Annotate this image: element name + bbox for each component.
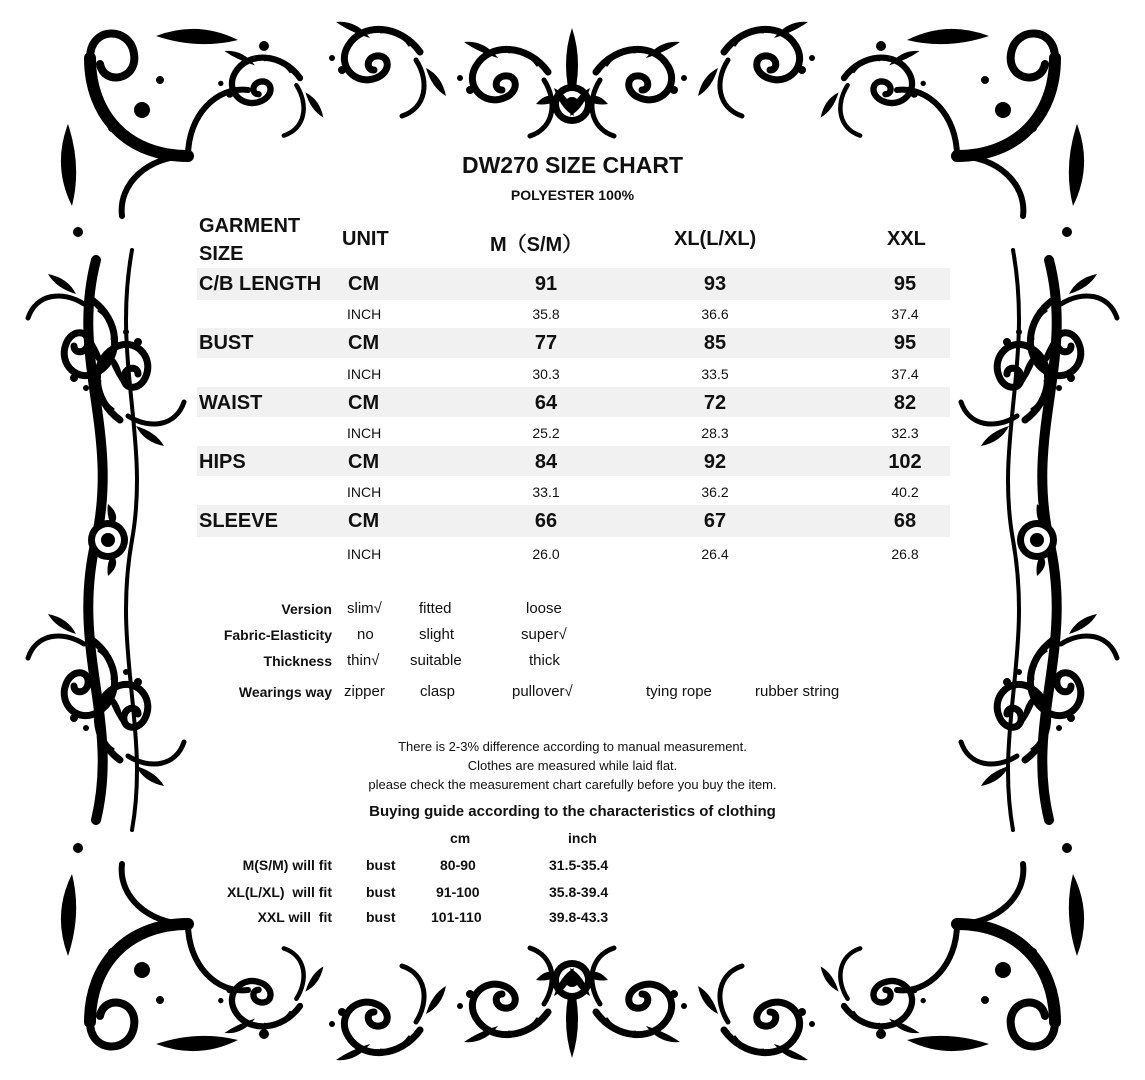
attr-option: thin√ xyxy=(347,652,380,669)
attr-option: thick xyxy=(529,652,560,669)
guide-cm: 101-110 xyxy=(431,909,482,925)
cell-cm-xxl: 102 xyxy=(888,451,922,473)
unit-inch: INCH xyxy=(347,366,382,382)
row-label-bust: BUST xyxy=(199,332,254,354)
cell-cm-xl: 93 xyxy=(703,273,727,295)
guide-inch: 31.5-35.4 xyxy=(549,857,609,873)
buying-guide-title: Buying guide according to the characteristics of clothing xyxy=(369,803,776,820)
row-label-cb-length: C/B LENGTH xyxy=(199,273,322,295)
header-size-xl: XL(L/XL) xyxy=(674,228,757,250)
cell-cm-m: 66 xyxy=(534,510,558,532)
cell-cm-m: 64 xyxy=(534,392,558,414)
header-size-m: M（S/M） xyxy=(490,234,583,256)
cell-inch-m: 30.3 xyxy=(532,366,560,382)
header-garment-size: GARMENT SIZE xyxy=(199,215,301,265)
attr-option: no xyxy=(357,626,374,643)
cell-inch-xxl: 26.8 xyxy=(891,546,919,562)
guide-size: XXL will fit xyxy=(257,909,332,925)
cell-inch-xl: 28.3 xyxy=(701,425,729,441)
cell-inch-m: 25.2 xyxy=(532,425,560,441)
cell-cm-xxl: 82 xyxy=(893,392,917,414)
cell-cm-xl: 72 xyxy=(703,392,727,414)
attr-label-thickness: Thickness xyxy=(263,653,332,669)
guide-cm: 80-90 xyxy=(440,857,476,873)
cell-inch-xxl: 32.3 xyxy=(891,425,919,441)
guide-col-inch: inch xyxy=(568,830,597,846)
unit-inch: INCH xyxy=(347,484,382,500)
attr-label-fabric-elasticity: Fabric-Elasticity xyxy=(223,627,332,643)
unit-cm: CM xyxy=(348,451,380,473)
attr-option: pullover√ xyxy=(512,683,573,700)
guide-part: bust xyxy=(366,857,396,873)
cell-inch-xl: 36.2 xyxy=(701,484,729,500)
attr-label-version: Version xyxy=(281,601,332,617)
cell-cm-xxl: 95 xyxy=(893,332,917,354)
guide-size: XL(L/XL) will fit xyxy=(227,884,332,900)
cell-inch-m: 35.8 xyxy=(532,306,560,322)
cell-cm-xxl: 95 xyxy=(893,273,917,295)
unit-inch: INCH xyxy=(347,425,382,441)
cell-inch-xxl: 40.2 xyxy=(891,484,919,500)
attr-option: super√ xyxy=(521,626,567,643)
attr-option: suitable xyxy=(410,652,462,669)
guide-part: bust xyxy=(366,884,396,900)
cell-cm-xl: 85 xyxy=(703,332,727,354)
attr-option: zipper xyxy=(344,683,385,700)
cell-cm-xl: 67 xyxy=(703,510,727,532)
cell-inch-xxl: 37.4 xyxy=(891,366,919,382)
row-label-hips: HIPS xyxy=(199,451,246,473)
cell-cm-m: 77 xyxy=(534,332,558,354)
unit-cm: CM xyxy=(348,273,380,295)
attr-label-wearings-way: Wearings way xyxy=(238,684,332,700)
size-chart-title: DW270 SIZE CHART xyxy=(461,152,684,178)
note-line: please check the measurement chart carefully before you buy the item. xyxy=(368,777,777,792)
unit-cm: CM xyxy=(348,510,380,532)
fabric-subtitle: POLYESTER 100% xyxy=(510,187,635,203)
row-label-waist: WAIST xyxy=(199,392,263,414)
attr-option: tying rope xyxy=(646,683,712,700)
guide-size: M(S/M) will fit xyxy=(242,857,332,873)
attr-option: slim√ xyxy=(347,600,382,617)
cell-cm-xxl: 68 xyxy=(893,510,917,532)
unit-cm: CM xyxy=(348,392,380,414)
guide-col-cm: cm xyxy=(450,830,471,846)
cell-inch-xxl: 37.4 xyxy=(891,306,919,322)
guide-part: bust xyxy=(366,909,396,925)
attr-option: loose xyxy=(526,600,562,617)
attr-option: clasp xyxy=(420,683,456,700)
note-line: Clothes are measured while laid flat. xyxy=(467,758,678,773)
cell-inch-xl: 26.4 xyxy=(701,546,729,562)
unit-inch: INCH xyxy=(347,306,382,322)
header-size-xxl: XXL xyxy=(887,228,926,250)
cell-inch-xl: 33.5 xyxy=(701,366,729,382)
attr-option: fitted xyxy=(419,600,452,617)
cell-cm-m: 84 xyxy=(534,451,558,473)
attr-option: slight xyxy=(419,626,455,643)
guide-inch: 39.8-43.3 xyxy=(549,909,609,925)
cell-cm-m: 91 xyxy=(534,273,558,295)
unit-cm: CM xyxy=(348,332,380,354)
attr-option: rubber string xyxy=(755,683,840,700)
guide-inch: 35.8-39.4 xyxy=(549,884,609,900)
unit-inch: INCH xyxy=(347,546,382,562)
row-label-sleeve: SLEEVE xyxy=(199,510,278,532)
cell-cm-xl: 92 xyxy=(703,451,727,473)
cell-inch-xl: 36.6 xyxy=(701,306,729,322)
guide-cm: 91-100 xyxy=(436,884,480,900)
cell-inch-m: 26.0 xyxy=(532,546,560,562)
cell-inch-m: 33.1 xyxy=(532,484,560,500)
header-unit: UNIT xyxy=(342,228,389,250)
note-line: There is 2-3% difference according to manual measurement. xyxy=(398,739,747,754)
